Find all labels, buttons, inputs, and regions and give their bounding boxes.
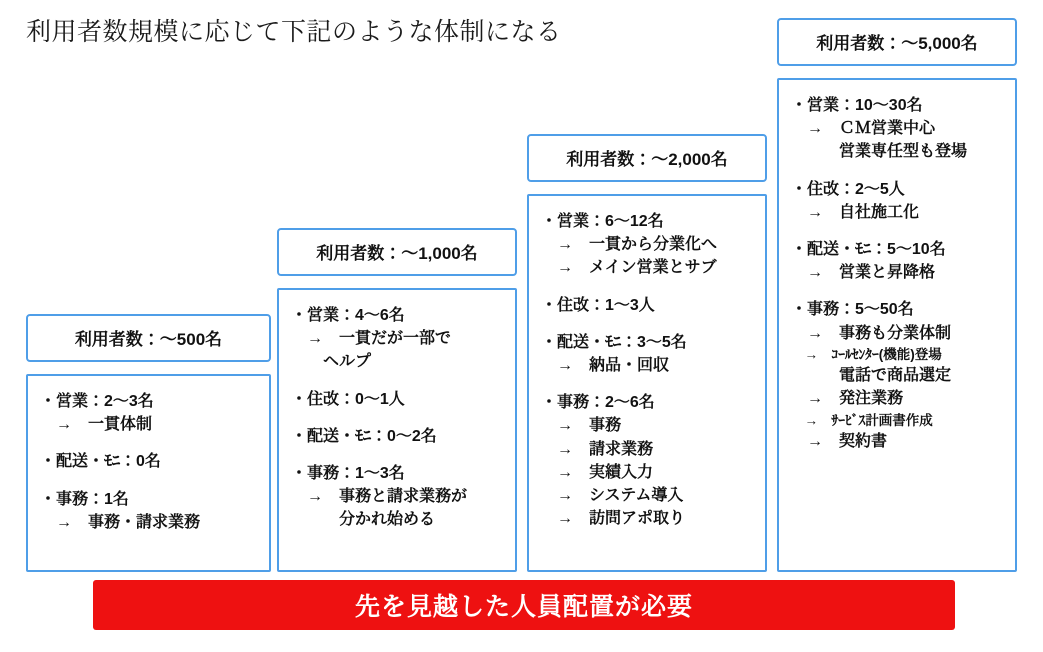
entry-line: → 事務と請求業務が — [291, 488, 468, 506]
tier-entry — [40, 450, 259, 473]
entry-line: ・事務：5〜50名 — [791, 301, 914, 319]
entry-line: → 一貫から分業化へ — [541, 236, 718, 254]
entry-line: ・配送・ﾓﾆ：0〜2名 — [291, 427, 437, 445]
entry-line: ・配送・ﾓﾆ：3〜5名 — [541, 333, 687, 351]
tier-column-3 — [527, 134, 767, 572]
tier-column-1 — [26, 314, 271, 572]
entry-line: → システム導入 — [541, 486, 684, 504]
tier-entry — [291, 425, 505, 448]
entry-line: → ｺｰﾙｾﾝﾀｰ(機能)登場 — [791, 346, 942, 362]
entry-line: ・営業：4〜6名 — [291, 307, 405, 324]
entry-line: → 自社施工化 — [791, 203, 920, 221]
tier-header-3: 利用者数：〜2,000名 — [527, 134, 767, 182]
tier-entry — [291, 462, 505, 532]
tier-entry — [791, 298, 1005, 453]
entry-line: → 事務も分業体制 — [791, 324, 952, 342]
tier-entry — [541, 294, 755, 317]
tier-entry — [40, 390, 259, 436]
entry-line: ・住改：1〜3人 — [541, 296, 655, 314]
entry-line: ・営業：10〜30名 — [791, 97, 923, 114]
entry-line: ・事務：1名 — [40, 490, 129, 508]
tier-entry — [791, 238, 1005, 284]
entry-line: → 実績入力 — [541, 463, 654, 481]
entry-line: 営業専任型も登場 — [791, 143, 968, 161]
entry-line: → 納品・回収 — [541, 356, 670, 374]
tier-header-2: 利用者数：〜1,000名 — [277, 228, 517, 276]
conclusion-text: 先を見越した人員配置が必要 — [354, 593, 693, 621]
entry-line: ・営業：6〜12名 — [541, 213, 664, 230]
tier-body-2 — [277, 288, 517, 572]
entry-line: 電話で商品選定 — [791, 367, 952, 385]
tier-body-4 — [777, 78, 1017, 572]
tier-entry — [541, 210, 755, 280]
tier-entry — [541, 391, 755, 530]
entry-line: → 営業と昇降格 — [791, 264, 936, 282]
tier-header-1: 利用者数：〜500名 — [26, 314, 271, 362]
entry-line: ・営業：2〜3名 — [40, 393, 154, 410]
entry-line: ・住改：2〜5人 — [791, 180, 905, 198]
entry-line: → メイン営業とサブ — [541, 259, 717, 277]
page-title: 利用者数規模に応じて下記のような体制になる — [26, 18, 562, 46]
entry-line: → 契約書 — [791, 433, 888, 451]
tier-body-1 — [26, 374, 271, 572]
entry-line: → 事務 — [541, 417, 622, 435]
entry-line: ・事務：2〜6名 — [541, 394, 655, 412]
tier-entry — [541, 331, 755, 377]
entry-line: → 一貫だが一部で — [291, 330, 452, 348]
entry-line: 分かれ始める — [291, 511, 436, 529]
entry-line: ・住改：0〜1人 — [291, 390, 405, 408]
entry-line: ・配送・ﾓﾆ：5〜10名 — [791, 240, 946, 258]
tier-column-2 — [277, 228, 517, 572]
entry-line: → 事務・請求業務 — [40, 513, 201, 531]
tier-entry — [291, 388, 505, 411]
entry-line: ヘルプ — [291, 353, 372, 371]
entry-line: → ｻｰﾋﾞｽ計画書作成 — [791, 412, 933, 428]
entry-line: → ＣＭ営業中心 — [791, 120, 936, 138]
tier-column-4 — [777, 18, 1017, 572]
entry-line: → 発注業務 — [791, 390, 904, 408]
tier-entry — [791, 94, 1005, 164]
tier-header-4: 利用者数：〜5,000名 — [777, 18, 1017, 66]
entry-line: → 一貫体制 — [40, 416, 153, 434]
entry-line: ・事務：1〜3名 — [291, 464, 405, 482]
tier-entry — [40, 488, 259, 534]
entry-line: → 請求業務 — [541, 440, 654, 458]
tier-entry — [791, 178, 1005, 224]
entry-line: → 訪問アポ取り — [541, 510, 686, 528]
entry-line: ・配送・ﾓﾆ：0名 — [40, 453, 161, 471]
conclusion-banner — [93, 580, 955, 630]
tier-entry — [291, 304, 505, 374]
tier-body-3 — [527, 194, 767, 572]
